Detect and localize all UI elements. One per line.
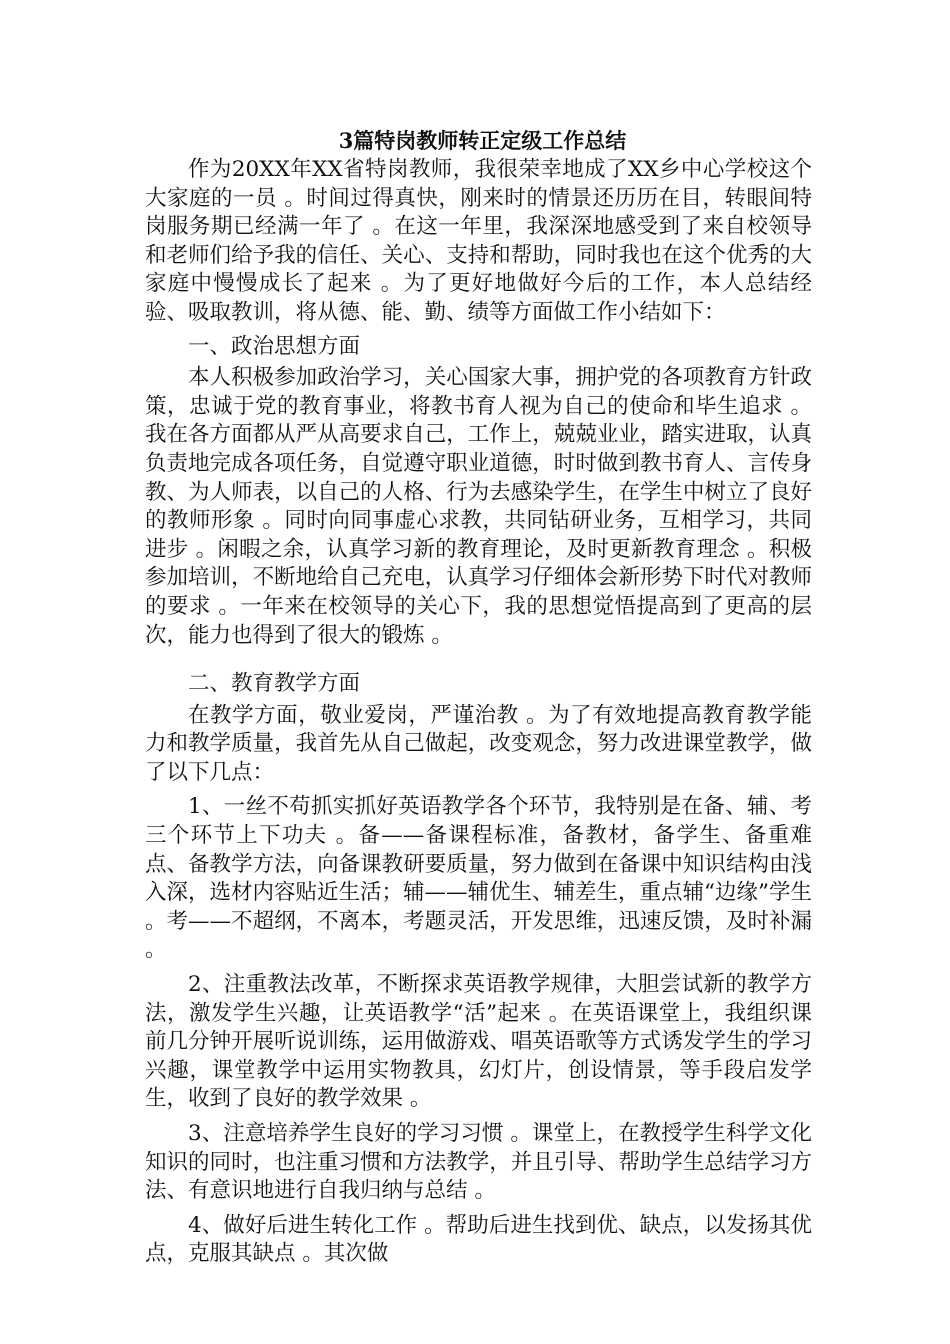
section-heading-political: 一、政治思想方面 bbox=[188, 333, 361, 359]
teaching-point-1: 1、一丝不苟抓实抓好英语教学各个环节，我特别是在备、辅、考三个环节上下功夫 。备——备课程标准，备教材，备学生、备重难点、备教学方法，向备课教研要质量，努力做到在备课中知识结构由浅入深，选材内容贴近生活；辅——辅优生、辅差生，重点辅“边缘”学生 。考——不超纲，不离本，考题灵活，开发思维，迅速反馈，及时补漏 。 bbox=[145, 794, 812, 963]
document-title: 3篇特岗教师转正定级工作总结 bbox=[338, 128, 627, 153]
teaching-point-3: 3、注意培养学生良好的学习习惯 。课堂上，在教授学生科学文化知识的同时，也注重习惯和方法教学，并且引导、帮助学生总结学习方法、有意识地进行自我归纳与总结 。 bbox=[145, 1121, 812, 1204]
teaching-paragraph: 在教学方面，敬业爱岗，严谨治教 。为了有效地提高教育教学能力和教学质量，我首先从自己做起，改变观念，努力改进课堂教学，做了以下几点： bbox=[145, 702, 812, 785]
document-content bbox=[145, 126, 812, 1269]
political-paragraph: 本人积极参加政治学习，关心国家大事，拥护党的各项教育方针政策，忠诚于党的教育事业，将教书育人视为自己的使命和毕生追求 。我在各方面都从严从高要求自己，工作上，兢兢业业，踏实进取，认真负责地完成各项任务，自觉遵守职业道德，时时做到教书育人、言传身教、为人师表，以自己的人格、行为去感染学生，在学生中树立了良好的教师形象 。同时向同事虚心求教，共同钻研业务，互相学习，共同进步 。闲暇之余，认真学习新的教育理论，及时更新教育理念 。积极参加培训，不断地给自己充电，认真学习仔细体会新形势下时代对教师的要求 。一年来在校领导的关心下，我的思想觉悟提高到了更高的层次，能力也得到了很大的锻炼 。 bbox=[145, 365, 812, 648]
teaching-point-2: 2、注重教法改革，不断探求英语教学规律，大胆尝试新的教学方法，激发学生兴趣，让英语教学“活”起来 。在英语课堂上，我组织课前几分钟开展听说训练，运用做游戏、唱英语歌等方式诱发学生的学习兴趣，课堂教学中运用实物教具，幻灯片，创设情景，等手段启发学生，收到了良好的教学效果 。 bbox=[145, 972, 812, 1112]
teaching-point-4: 4、做好后进生转化工作 。帮助后进生找到优、缺点，以发扬其优点，克服其缺点 。其次做 bbox=[145, 1212, 812, 1267]
intro-paragraph: 作为20XX年XX省特岗教师，我很荣幸地成了XX乡中心学校这个大家庭的一员 。时间过得真快，刚来时的情景还历历在目，转眼间特岗服务期已经满一年了 。在这一年里，我深深地感受到了来自校领导和老师们给予我的信任、关心、支持和帮助，同时我也在这个优秀的大家庭中慢慢成长了起来 。为了更好地做好今后的工作，本人总结经验、吸取教训，将从德、能、勤、绩等方面做工作小结如下： bbox=[145, 157, 812, 325]
section-heading-teaching: 二、教育教学方面 bbox=[188, 671, 361, 697]
